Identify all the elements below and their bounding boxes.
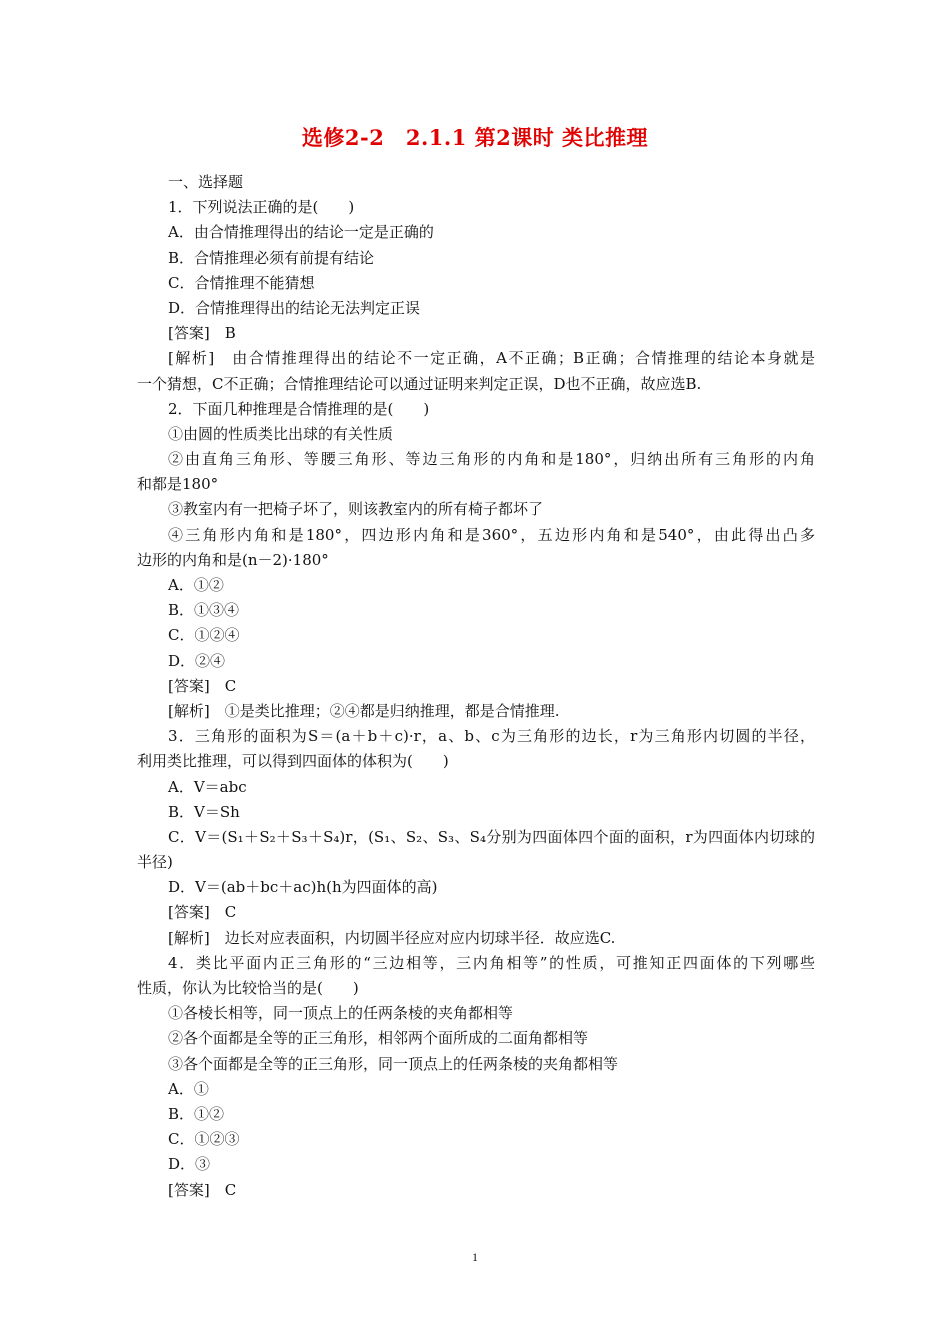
text-line: C．V＝(S₁＋S₂＋S₃＋S₄)r，(S₁、S₂、S₃、S₄分别为四面体四个面的面积，r为四面体内切球的 xyxy=(168,827,815,846)
text-line: [答案] C xyxy=(168,1180,237,1199)
text-line: 半径) xyxy=(137,853,173,872)
text-line: C．合情推理不能猜想 xyxy=(168,273,315,292)
text-line: C．①②④ xyxy=(168,626,240,645)
text-line: 1．下列说法正确的是( ) xyxy=(168,198,355,217)
text-line: 边形的内角和是(n－2)·180° xyxy=(137,550,329,569)
text-line: 2．下面几种推理是合情推理的是( ) xyxy=(168,399,430,418)
page-number: 1 xyxy=(472,1250,478,1264)
text-line: A．①② xyxy=(168,576,224,594)
text-line: 3．三角形的面积为S＝(a＋b＋c)·r，a、b、c为三角形的边长，r为三角形内切圆的半径， xyxy=(168,727,815,746)
text-line: [解析] ①是类比推理；②④都是归纳推理，都是合情推理. xyxy=(168,701,560,720)
text-line: ③各个面都是全等的正三角形，同一顶点上的任两条棱的夹角都相等 xyxy=(168,1054,619,1073)
text-line: 4．类比平面内正三角形的“三边相等，三内角相等”的性质，可推知正四面体的下列哪些 xyxy=(168,953,815,972)
text-line: B．V＝Sh xyxy=(168,802,240,821)
text-line: B．①② xyxy=(168,1104,225,1123)
text-line: D．V＝(ab＋bc＋ac)h(h为四面体的高) xyxy=(168,878,438,897)
text-line: [解析] 由合情推理得出的结论不一定正确，A不正确；B正确；合情推理的结论本身就是 xyxy=(168,349,815,368)
text-line: ②由直角三角形、等腰三角形、等边三角形的内角和是180°，归纳出所有三角形的内角 xyxy=(168,450,815,469)
text-line: 和都是180° xyxy=(137,475,219,494)
text-line: 一个猜想，C不正确；合情推理结论可以通过证明来判定正误，D也不正确，故应选B. xyxy=(137,374,702,393)
text-line: [答案] C xyxy=(168,676,237,695)
text-line: D．合情推理得出的结论无法判定正误 xyxy=(168,298,421,317)
text-line: C．①②③ xyxy=(168,1130,240,1149)
text-line: [答案] C xyxy=(168,903,237,922)
text-line: A．由合情推理得出的结论一定是正确的 xyxy=(168,223,434,242)
document-body xyxy=(137,170,815,1203)
text-line: ④三角形内角和是180°，四边形内角和是360°，五边形内角和是540°，由此得出凸多 xyxy=(168,525,815,544)
text-line: 性质，你认为比较恰当的是( ) xyxy=(137,979,359,997)
text-line: ①由圆的性质类比出球的有关性质 xyxy=(168,424,394,443)
text-line: A．V＝abc xyxy=(168,777,247,796)
text-line: ①各棱长相等，同一顶点上的任两条棱的夹角都相等 xyxy=(168,1004,514,1023)
text-line: ②各个面都是全等的正三角形，相邻两个面所成的二面角都相等 xyxy=(168,1029,589,1048)
text-line: ③教室内有一把椅子坏了，则该教室内的所有椅子都坏了 xyxy=(168,500,544,519)
text-line: D．②④ xyxy=(168,651,226,670)
text-line: [答案] B xyxy=(168,324,236,343)
text-line: D．③ xyxy=(168,1155,211,1174)
text-line: [解析] 边长对应表面积，内切圆半径应对应内切球半径．故应选C. xyxy=(168,928,616,947)
text-line: 利用类比推理，可以得到四面体的体积为( ) xyxy=(137,752,449,771)
text-line: B．合情推理必须有前提有结论 xyxy=(168,248,375,267)
document-title: 选修2-2 2.1.1 第2课时 类比推理 xyxy=(301,125,649,150)
text-line: B．①③④ xyxy=(168,601,240,620)
text-line: A．① xyxy=(168,1079,209,1098)
text-line: 一、选择题 xyxy=(168,173,244,191)
